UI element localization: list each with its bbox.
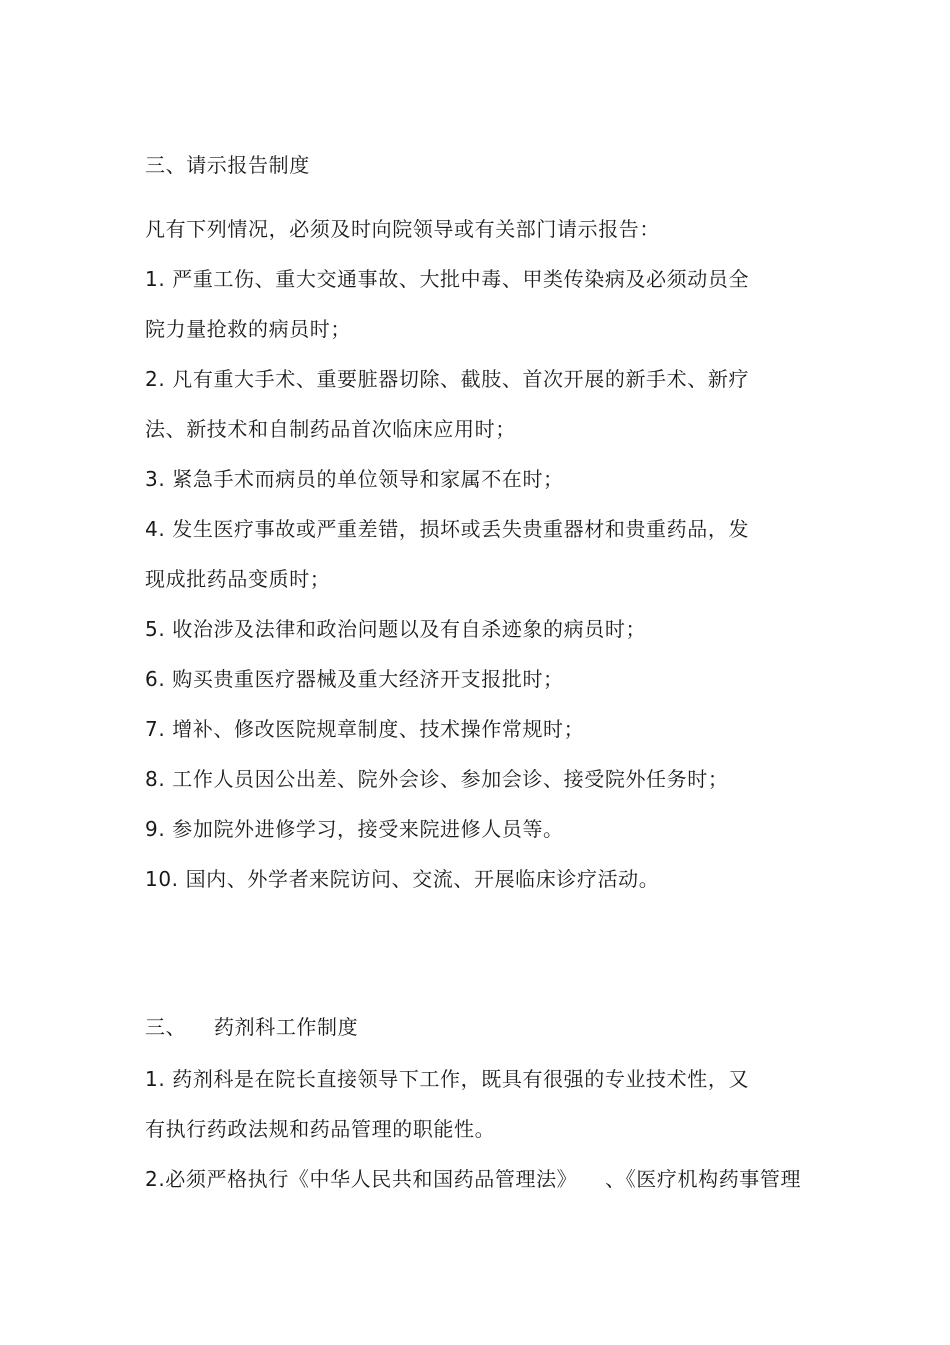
section-heading-request-report: 三、请示报告制度: [145, 153, 310, 177]
list-item: 8. 工作人员因公出差、院外会诊、参加会诊、接受院外任务时；: [145, 767, 729, 791]
list-item: 现成批药品变质时；: [145, 567, 331, 591]
list-item: 2.必须严格执行《中华人民共和国药品管理法》 、《医疗机构药事管理: [145, 1167, 802, 1191]
list-item: 9. 参加院外进修学习，接受来院进修人员等。: [145, 817, 564, 841]
list-item: 4. 发生医疗事故或严重差错，损坏或丢失贵重器材和贵重药品，发: [145, 517, 750, 541]
list-item: 7. 增补、修改医院规章制度、技术操作常规时；: [145, 717, 585, 741]
list-item: 5. 收治涉及法律和政治问题以及有自杀迹象的病员时；: [145, 617, 647, 641]
list-item: 3. 紧急手术而病员的单位领导和家属不在时；: [145, 467, 564, 491]
list-item: 院力量抢救的病员时；: [145, 317, 351, 341]
list-item: 10. 国内、外学者来院访问、交流、开展临床诊疗活动。: [145, 867, 660, 891]
list-item: 1. 药剂科是在院长直接领导下工作，既具有很强的专业技术性，又: [145, 1067, 750, 1091]
section-intro: 凡有下列情况，必须及时向院领导或有关部门请示报告：: [145, 217, 660, 241]
list-item: 6. 购买贵重医疗器械及重大经济开支报批时；: [145, 667, 564, 691]
list-item: 有执行药政法规和药品管理的职能性。: [145, 1117, 496, 1141]
list-item: 2. 凡有重大手术、重要脏器切除、截肢、首次开展的新手术、新疗: [145, 367, 750, 391]
list-item: 法、新技术和自制药品首次临床应用时；: [145, 417, 516, 441]
list-item: 1. 严重工伤、重大交通事故、大批中毒、甲类传染病及必须动员全: [145, 267, 750, 291]
section-heading-pharmacy: 三、 药剂科工作制度: [145, 1015, 359, 1039]
